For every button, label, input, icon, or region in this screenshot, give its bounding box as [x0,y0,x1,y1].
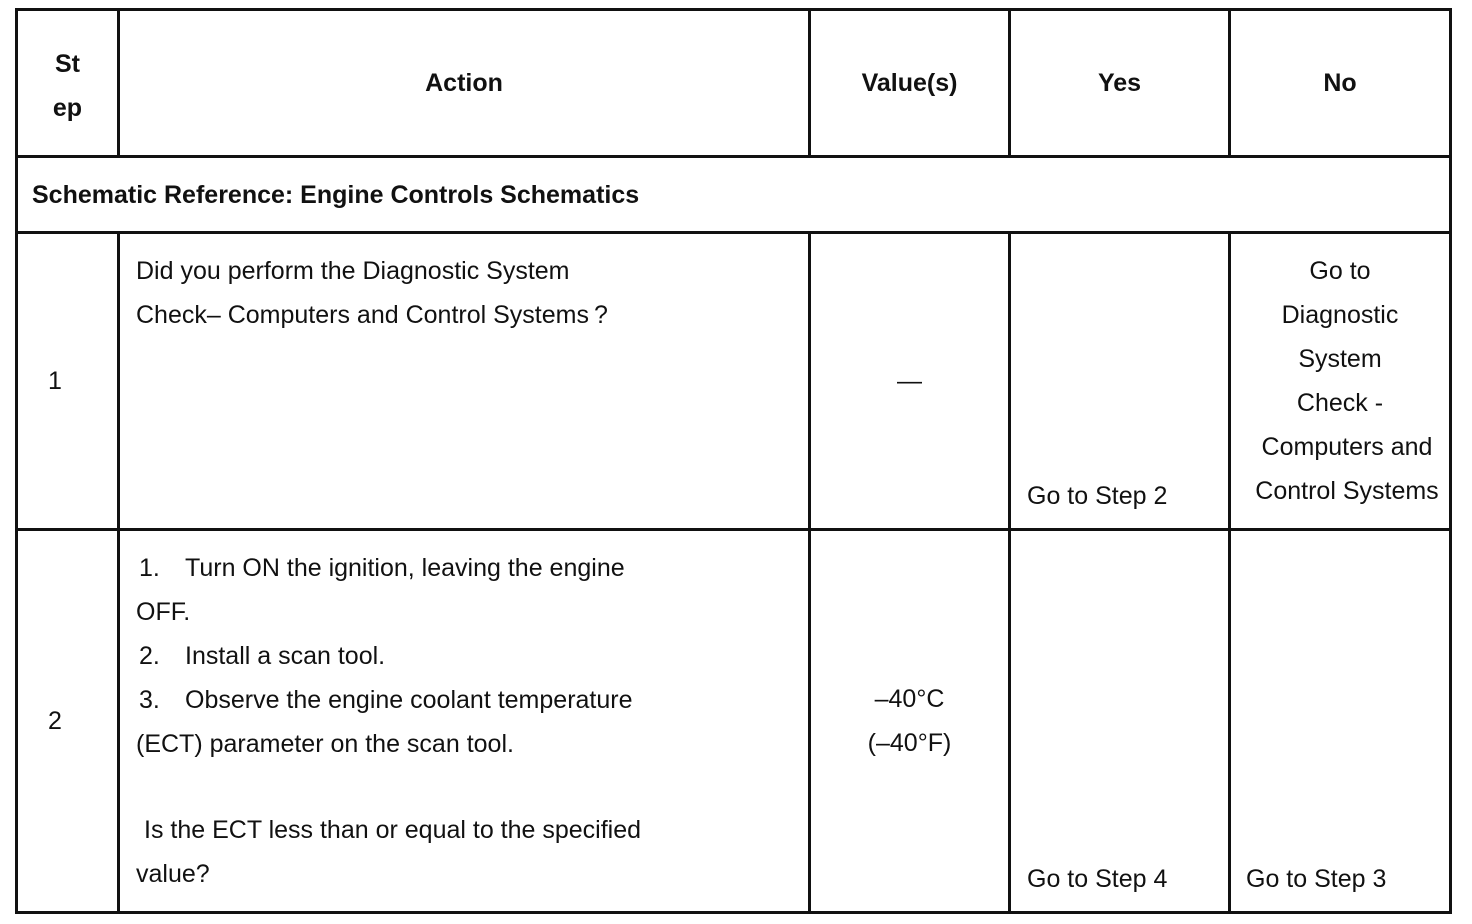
schematic-reference-row [17,157,1451,233]
header-no: No [1230,10,1451,157]
header-yes: Yes [1010,10,1230,157]
action-item [136,546,788,590]
yes-cell: Go to Step 4 [1010,530,1230,913]
action-cell [119,233,810,530]
table-row [17,233,1451,530]
diagnostic-table [15,8,1452,914]
yes-cell: Go to Step 2 [1010,233,1230,530]
action-text: Check– Computers and Control Systems ? [136,301,608,329]
no-text: Control Systems [1255,477,1439,505]
action-text: Did you perform the Diagnostic System [136,257,570,285]
no-text: Check - [1296,389,1384,417]
header-step [17,10,119,157]
no-text: Diagnostic [1281,301,1399,329]
item-number: 2. [139,642,160,670]
header-values: Value(s) [810,10,1010,157]
item-number: 1. [139,554,160,582]
item-text: Observe the engine coolant temperature [185,686,633,714]
value-cell [810,530,1010,913]
item-text: Turn ON the ignition, leaving the engine [185,554,625,582]
no-text: Go to [1309,257,1371,285]
question-text: value? [136,860,210,888]
no-text: Computers and [1261,433,1433,461]
item-number: 3. [139,686,160,714]
step-number: 2 [17,530,119,913]
schematic-reference: Schematic Reference: Engine Controls Schematics [17,157,1451,233]
step-number: 1 [17,233,119,530]
question-text: Is the ECT less than or equal to the specified [144,816,642,844]
header-action: Action [119,10,810,157]
action-cell [119,530,810,913]
no-cell: Go to Step 3 [1230,530,1451,913]
header-row [17,10,1451,157]
header-step-label: St ep [52,50,83,122]
value-cell: — [810,233,1010,530]
action-item [136,678,788,722]
no-text: System [1298,345,1382,373]
item-text: Install a scan tool. [185,642,386,670]
table-row [17,530,1451,913]
value-fahrenheit: (–40°F) [867,729,952,757]
value-celsius: –40°C [874,685,945,713]
action-item [136,634,788,678]
item-continuation: OFF. [136,598,191,626]
item-continuation: (ECT) parameter on the scan tool. [136,730,514,758]
no-cell [1230,233,1451,530]
